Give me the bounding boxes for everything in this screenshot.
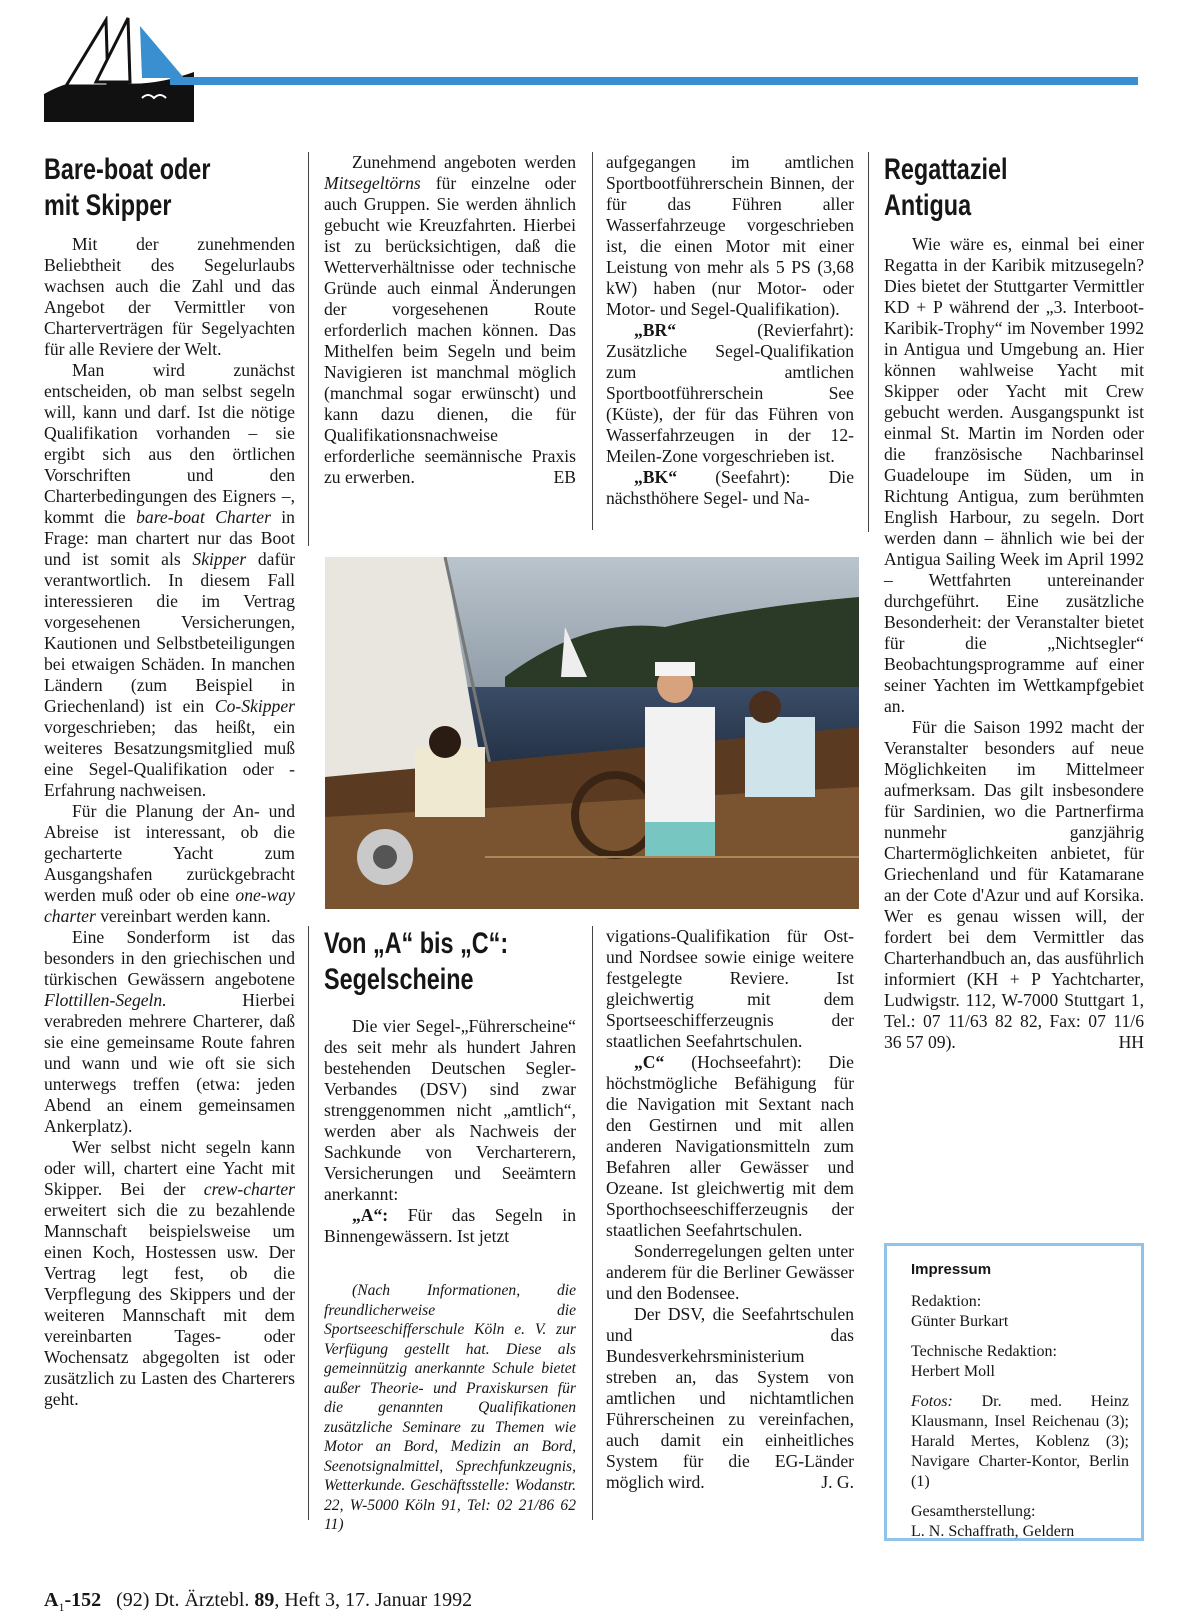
column-3-lower <box>606 926 854 1493</box>
headline-segelscheine-2: Segelscheine <box>324 963 474 996</box>
paragraph: Zunehmend angeboten werden Mitsegeltörns für einzelne oder auch Gruppen. Sie werden ähnlich gebucht wie Kreuzfahrten. Hierbei ist zu berücksichtigen, daß die Wetterverhältnisse oder technische Gründe auch einmal Änderungen der vorgesehenen Route erforderlich machen können. Das Mithelfen beim Segeln und beim Navigieren ist manchmal möglich (manchmal sogar erwünscht) und kann dazu dienen, die für Qualifikationsnachweise erforderliche seemännische Praxis zu erwerben. EB <box>324 152 576 487</box>
paragraph: Wer selbst nicht segeln kann oder will, chartert eine Yacht mit Skipper. Bei der crew-charter erweitert sich die zu bezahlende Mannschaft beispielsweise um einen Koch, Hostessen usw. Der Vertrag legt fest, ob die Verpflegung des Skippers und der weiteren Mannschaft mit dem vereinbarten Tages- oder Wochensatz abgegolten ist oder zusätzlich zu Lasten des Charterers geht. <box>44 1137 295 1409</box>
impressum-title: Impressum <box>911 1261 992 1278</box>
headline-segelscheine-1: Von „A“ bis „C“: <box>324 927 509 960</box>
paragraph: Der DSV, die Seefahrtschulen und das Bundesverkehrsministerium streben an, das System von amtlichen und nichtamtlichen Führerscheinen zu vereinfachen, auch damit ein einheitliches System für die EG-Länder möglich wird. J. G. <box>606 1304 854 1492</box>
impressum-tech: Technische Redaktion: Herbert Moll <box>911 1343 1057 1380</box>
column-divider <box>308 926 309 1520</box>
column-1 <box>44 152 295 1410</box>
impressum-box <box>884 1243 1144 1541</box>
paragraph: „C“ (Hochseefahrt): Die höchstmögliche Befähigung für die Navigation mit Sextant nach den Gestirnen und mit allen anderen Navigationsmitteln zum Befahren aller Gewässer und Ozeane. Ist gleichwertig mit dem Sporthochseeschifferzeugnis der staatlichen Seefahrtschulen. <box>606 1052 854 1240</box>
paragraph: Eine Sonderform ist das besonders in den griechischen und türkischen Gewässern angebotene Flottillen-Segeln. Hierbei verabreden mehrere Charterer, daß sie eine gemeinsame Route fahren und wann und wie oft sie sich unterwegs treffen (etwa: jeden Abend an einem gemeinsamen Ankerplatz). <box>44 927 295 1136</box>
paragraph: „A“: Für das Segeln in Binnengewässern. Ist jetzt <box>324 1205 576 1246</box>
page-footer: $A_1-152$ (92) Dt. Ärztebl. 89, Heft 3, 17. Januar 1992 <box>44 1589 473 1614</box>
paragraph: Wie wäre es, einmal bei einer Regatta in der Karibik mitzusegeln? Dies bietet der Stuttgarter Vermittler KD + P während der „3. Interboot-Karibik-Trophy“ im November 1992 in Antigua und Umgebung an. Hier können wahlweise Yacht mit Skipper oder Yacht mit Crew gebucht werden. Ausgangspunkt ist einmal St. Martin im Norden oder die französische Nachbarinsel Guadeloupe im Süden, um in Richtung Antigua, zum berühmten English Harbour, zu segeln. Dort werden dann – ähnlich wie bei der Antigua Sailing Week im April 1992 – Wettfahrten untereinander durchgeführt. Eine zusätzliche Besonderheit: der Veranstalter bietet für die „Nichtsegler“ Beobachtungsprogramme auf einer seiner Yachten im Wettkampfgebiet an. <box>884 234 1144 716</box>
column-2-upper <box>324 152 576 488</box>
column-4 <box>884 152 1144 1053</box>
column-divider <box>592 926 593 1520</box>
impressum-fotos: Fotos: Dr. med. Heinz Klausmann, Insel Reichenau (3); Harald Mertes, Koblenz (3); Navigare Charter-Kontor, Berlin (1) <box>911 1393 1129 1490</box>
impressum-redaktion: Redaktion: Günter Burkart <box>911 1293 1009 1330</box>
impressum-gesamt: Gesamtherstellung: L. N. Schaffrath, Geldern <box>911 1503 1075 1540</box>
headline-bare-boat-2: mit Skipper <box>44 189 172 222</box>
paragraph: Sonderregelungen gelten unter anderem für die Berliner Gewässer und den Bodensee. <box>606 1241 854 1303</box>
column-divider <box>868 152 869 532</box>
paragraph: „BR“ (Revierfahrt): Zusätzliche Segel-Qualifikation zum amtlichen Sportbootführerschein See (Küste), der für das Führen von Wasserfahrzeugen in der 12-Meilen-Zone vorgeschrieben ist. <box>606 320 854 466</box>
headline-regattaziel-1: Regattaziel <box>884 153 1008 186</box>
paragraph: „BK“ (Seefahrt): Die nächsthöhere Segel- und Na- <box>606 467 854 508</box>
headline-bare-boat-1: Bare-boat oder <box>44 153 211 186</box>
signature: EB <box>553 467 576 487</box>
paragraph: Für die Saison 1992 macht der Veranstalter besonders auf neue Möglichkeiten im Mittelmeer aufmerksam. Das gilt insbesondere für Sardinien, wo die Partnerfirma nunmehr ganzjährig Chartermöglichkeiten anbietet, für Griechenland und für Katamarane an der Cote d'Azur und auf Korsika. Wer es genau wissen will, der fordert bei dem Vermittler das Charterhandbuch an, das ausführlich informiert (KH + P Yachtcharter, Ludwigstr. 112, W-7000 Stuttgart 1, Tel.: 07 11/63 82 82, Fax: 07 11/6 36 57 09). HH <box>884 717 1144 1052</box>
paragraph: Mit der zunehmenden Beliebtheit des Segelurlaubs wachsen auch die Zahl und das Angebot der Vermittler von Charterverträgen für Segelyachten für alle Reviere der Welt. <box>44 234 295 359</box>
sailing-photo <box>325 557 859 909</box>
header-rule <box>170 77 1138 85</box>
column-2-lower <box>324 926 576 1535</box>
paragraph: Die vier Segel-„Führerscheine“ des seit mehr als hundert Jahren bestehenden Deutschen Segler-Verbandes (DSV) sind zwar strenggenommen nicht „amtlich“, werden aber als Nachweis der Sachkunde von Vercharterern, Versicherungen und Seeämtern anerkannt: <box>324 1016 576 1204</box>
column-3-upper <box>606 152 854 509</box>
source-note: (Nach Informationen, die freundlicherweise die Sportseeschifferschule Köln e. V. zur Verfügung gestellt hat. Diese als gemeinnützig anerkannte Schule bietet außer Theorie- und Praxiskursen für die genannten Qualifikationen zusätzliche Seminare zu Themen wie Motor an Bord, Medizin an Bord, Seenotsignalmittel, Sprechfunkzeugnis, Wetterkunde. Geschäftsstelle: Wodanstr. 22, W-5000 Köln 91, Tel: 02 21/86 62 11) <box>324 1282 576 1533</box>
sailboat-logo-icon <box>44 16 194 122</box>
paragraph: aufgegangen im amtlichen Sportbootführerschein Binnen, der für das Führen aller Wasserfahrzeuge vorgeschrieben ist, die einen Motor mit einer Leistung von mehr als 5 PS (3,68 kW) haben (nur Motor- oder Motor- und Segel-Qualifikation). <box>606 152 854 319</box>
paragraph: Man wird zunächst entscheiden, ob man selbst segeln will, kann und darf. Ist die nötige Qualifikation vorhanden – sie ergibt sich aus den örtlichen Vorschriften und den Charterbedingungen des Eigners –, kommt die bare-boat Charter in Frage: man chartert nur das Boot und ist somit als Skipper dafür verantwortlich. In diesem Fall interessieren die im Vertrag vorgesehenen Versicherungen, Kautionen und Selbstbeteiligungen bei etwaigen Schäden. In manchen Ländern (zum Beispiel in Griechenland) ist ein Co-Skipper vorgeschrieben; das heißt, ein weiteres Besatzungsmitglied muß eine Segel-Qualifikation oder -Erfahrung nachweisen. <box>44 360 295 800</box>
headline-regattaziel-2: Antigua <box>884 189 972 222</box>
paragraph: vigations-Qualifikation für Ost- und Nordsee sowie einige weitere festgelegte Reviere. Ist gleichwertig mit dem Sportseeschifferzeugnis der staatlichen Seefahrtschulen. <box>606 926 854 1051</box>
column-divider <box>308 152 309 546</box>
column-divider <box>592 152 593 530</box>
signature: HH <box>1118 1032 1144 1052</box>
paragraph: Für die Planung der An- und Abreise ist interessant, ob die gecharterte Yacht zum Ausgangshafen zurückgebracht werden muß oder ob eine one-way charter vereinbart werden kann. <box>44 801 295 926</box>
signature: J. G. <box>821 1472 854 1492</box>
